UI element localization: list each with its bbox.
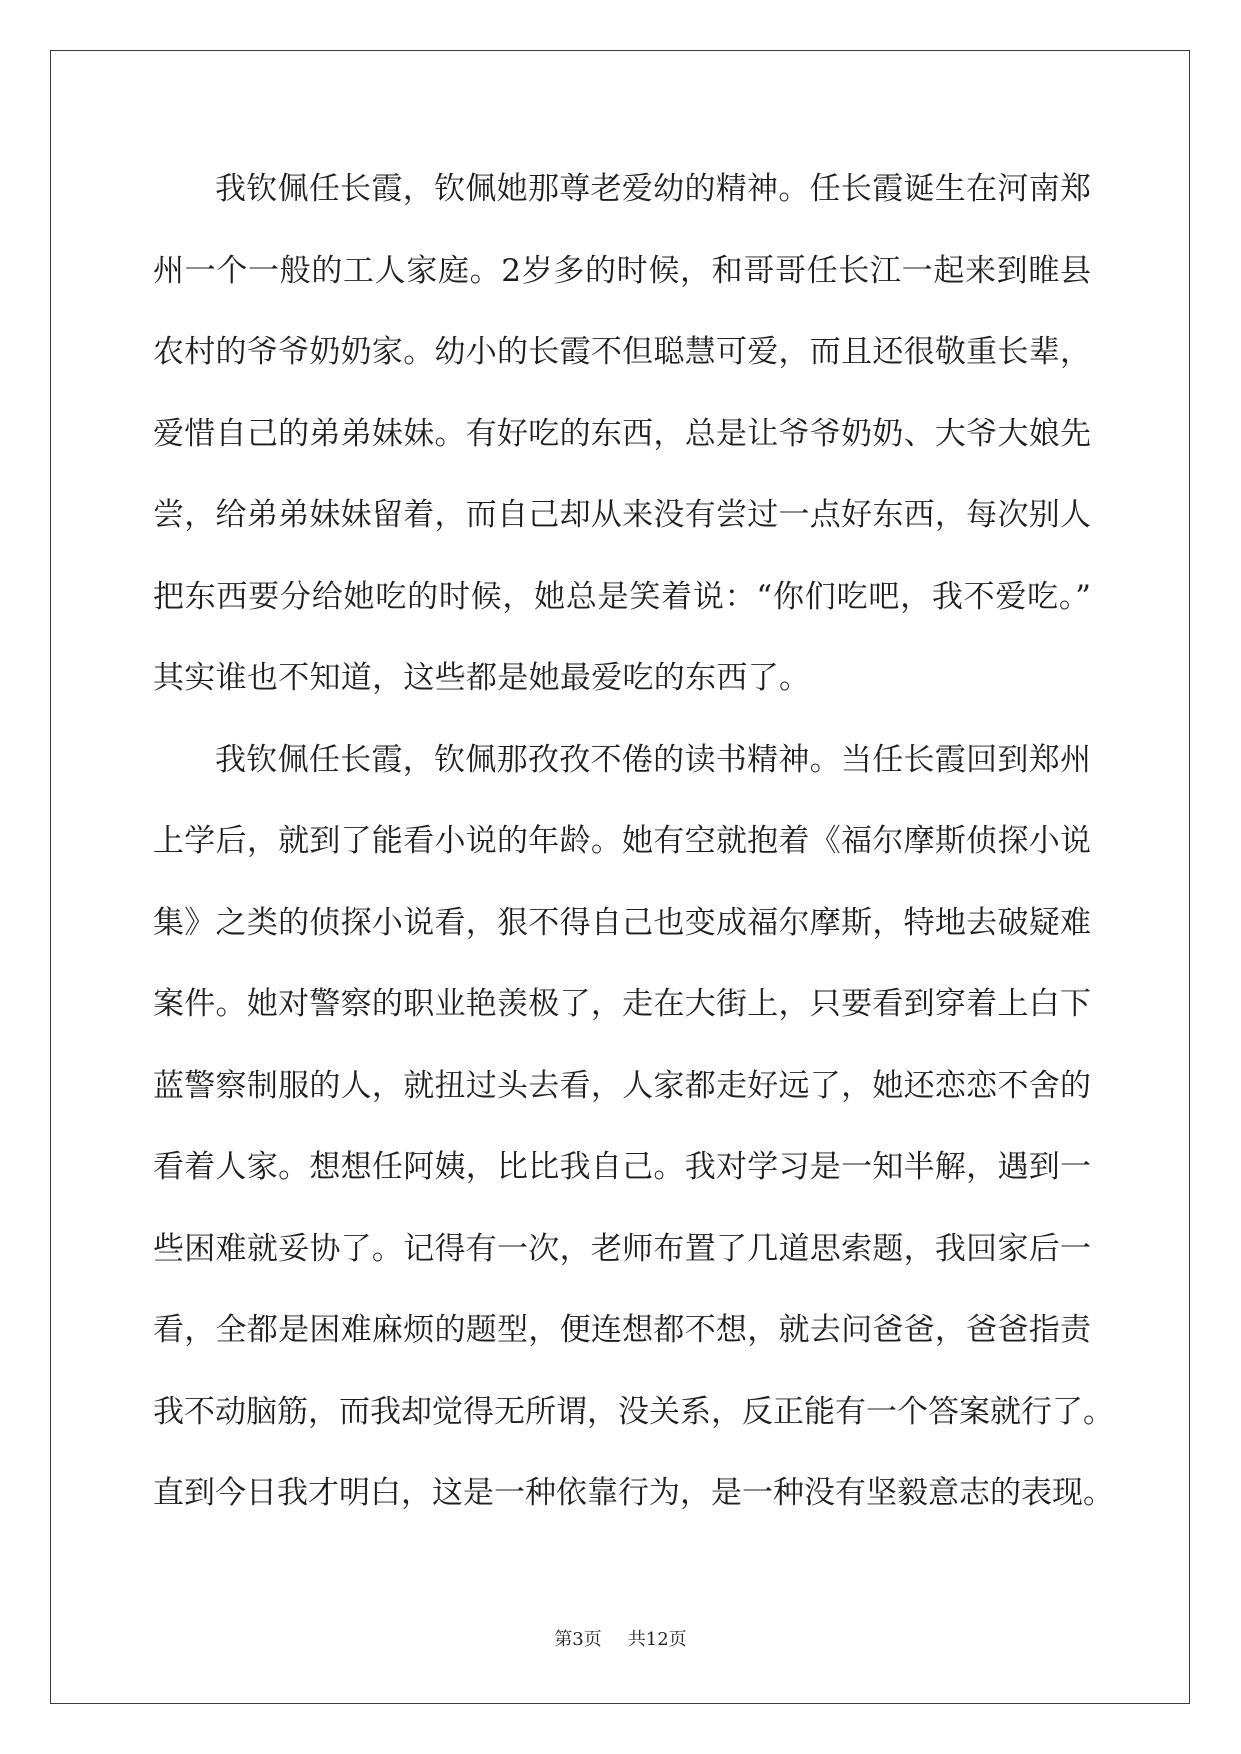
text-line: 尝，给弟弟妹妹留着，而自己却从来没有尝过一点好东西，每次别人 [153, 497, 1091, 533]
text-line: 案件。她对警察的职业艳羡极了，走在大街上，只要看到穿着上白下 [153, 986, 1091, 1022]
text-line: 我钦佩任长霞，钦佩那孜孜不倦的读书精神。当任长霞回到郑州 [215, 741, 1091, 778]
paragraph [153, 720, 1113, 1535]
text-line: 集》之类的侦探小说看，狠不得自己也变成福尔摩斯，特地去破疑难 [153, 904, 1091, 941]
text-line: 我钦佩任长霞，钦佩她那尊老爱幼的精神。任长霞诞生在河南郑 [215, 171, 1091, 207]
text-line: 州一个一般的工人家庭。2岁多的时候，和哥哥任长江一起来到睢县 [153, 252, 1091, 289]
text-line: 看着人家。想想任阿姨，比比我自己。我对学习是一知半解，遇到一 [153, 1149, 1091, 1185]
text-line: 爱惜自己的弟弟妹妹。有好吃的东西，总是让爷爷奶奶、大爷大娘先 [153, 415, 1091, 452]
text-line: 上学后，就到了能看小说的年龄。她有空就抱着《福尔摩斯侦探小说 [153, 823, 1091, 859]
page-total: 共12页 [627, 1629, 687, 1650]
text-line: 些困难就妥协了。记得有一次，老师布置了几道思索题，我回家后一 [153, 1230, 1091, 1267]
text-line: 看，全都是困难麻烦的题型，便连想都不想，就去问爸爸，爸爸指责 [153, 1312, 1091, 1348]
page-footer [0, 1626, 1241, 1654]
document-body [153, 149, 1113, 1535]
text-line: 其实谁也不知道，这些都是她最爱吃的东西了。 [153, 660, 811, 696]
text-line: 农村的爷爷奶奶家。幼小的长霞不但聪慧可爱，而且还很敬重长辈， [153, 334, 1091, 370]
paragraph [153, 149, 1113, 720]
text-line: 把东西要分给她吃的时候，她总是笑着说：“你们吃吧，我不爱吃。” [153, 578, 1091, 615]
text-line: 直到今日我才明白，这是一种依靠行为，是一种没有坚毅意志的表现。 [153, 1475, 1114, 1511]
text-line: 蓝警察制服的人，就扭过头去看，人家都走好远了，她还恋恋不舍的 [153, 1067, 1091, 1104]
text-line: 我不动脑筋，而我却觉得无所谓，没关系，反正能有一个答案就行了。 [153, 1393, 1114, 1430]
page-number: 第3页 [554, 1629, 602, 1650]
